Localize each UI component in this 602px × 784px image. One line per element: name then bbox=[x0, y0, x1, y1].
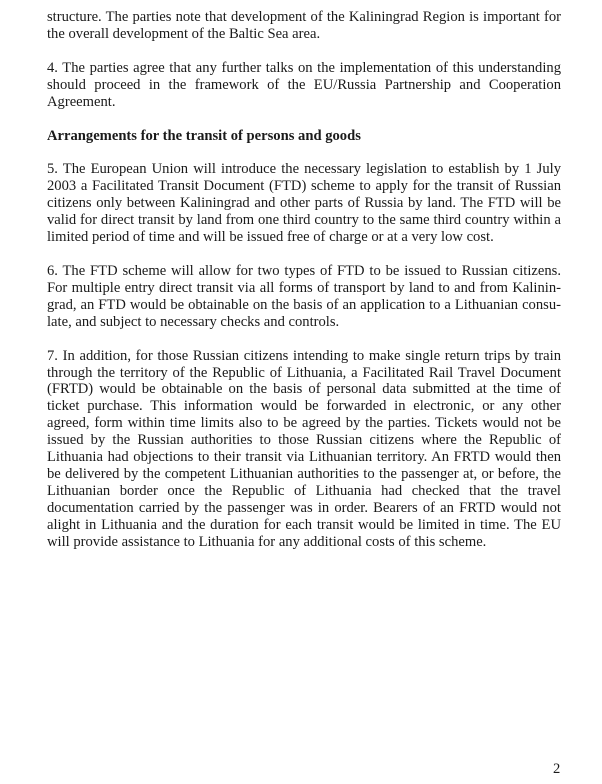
paragraph-7: 7. In addition, for those Russian citizens intending to make single return trips by train through the territory of the Republic of Lithuania, a Facilitated Rail Travel Document (FRTD) would be obtainable on the basis of personal data submitted at the time of ticket purchase. This information would be forwarded in electronic, or any other agreed, form within time limits also to be agreed by the parties. Tickets would not be issued by the Russian authorities to those Russian citizens where the Republic of Lithuania had objections to their transit via Lithuanian territory. An FRTD would then be delivered by the competent Lithuanian authorities to the passenger at, or before, the Lithuanian border once the Republic of Lithuania had checked that the travel documentation carried by the passenger was in order. Bearers of an FRTD would not alight in Lithuania and the duration for each transit would be limited in time. The EU will provide assistance to Lithuania for any additional costs of this scheme. bbox=[47, 347, 561, 550]
paragraph-gap bbox=[47, 246, 561, 263]
paragraph-gap bbox=[47, 331, 561, 348]
paragraph-4: 4. The parties agree that any further talks on the implementation of this understanding should proceed in the framework of the EU/Russia Partnership and Cooperation Agreement. bbox=[47, 59, 561, 110]
paragraph-3-continued: structure. The parties note that development of the Kaliningrad Region is important for the overall development of the Baltic Sea area. bbox=[47, 9, 561, 42]
paragraph-gap bbox=[47, 144, 561, 161]
paragraph-gap bbox=[47, 43, 561, 60]
document-page bbox=[47, 9, 561, 550]
page-number: 2 bbox=[553, 761, 561, 777]
paragraph-gap bbox=[47, 111, 561, 128]
section-heading: Arrangements for the transit of persons and goods bbox=[47, 127, 361, 144]
paragraph-5: 5. The European Union will introduce the necessary legislation to establish by 1 July 2003 a Facilitated Transit Document (FTD) scheme to apply for the transit of Russian citizens only between Kaliningrad and other parts of Russia by land. The FTD will be valid for direct transit by land from one third country to the same third country within a limited period of time and will be issued free of charge or at a very low cost. bbox=[47, 161, 561, 246]
paragraph-6: 6. The FTD scheme will allow for two types of FTD to be issued to Russian citizens. For multiple entry direct transit via all forms of transport by land to and from Kaliningrad, an FTD would be obtainable on the basis of an application to a Lithuanian consulate, and subject to necessary checks and controls. bbox=[47, 262, 561, 330]
